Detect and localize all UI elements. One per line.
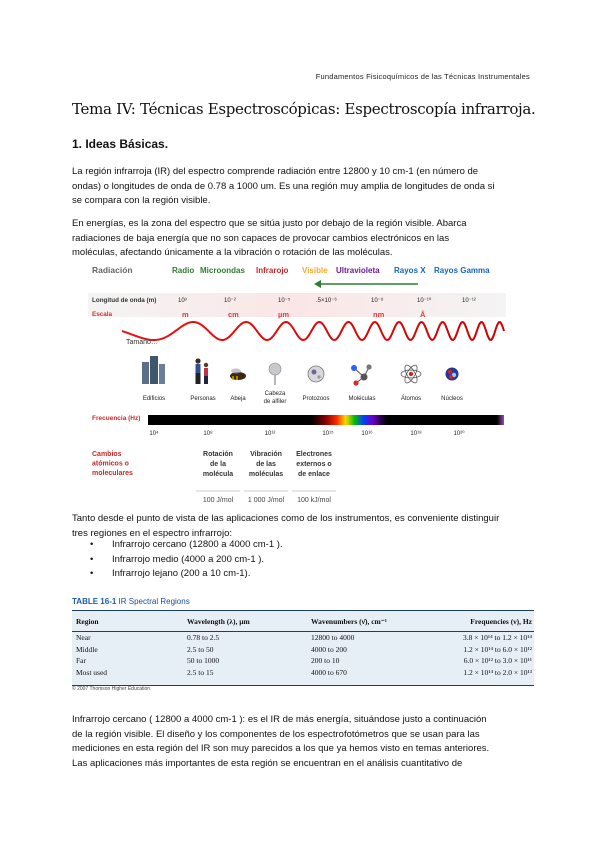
object-label: Cabeza (264, 391, 286, 397)
arrow-head (314, 280, 321, 288)
object-label: Moléculas (348, 396, 376, 402)
change-line: Rotación (203, 451, 233, 458)
change-energy: 100 J/mol (202, 497, 234, 504)
band-label: Ultravioleta (336, 266, 380, 275)
section-heading: 1. Ideas Básicas. (72, 137, 169, 151)
longitud-value: 10³ (178, 298, 187, 304)
table-cell: 50 to 1000 (187, 656, 220, 666)
frecuencia-value: 10¹² (264, 431, 276, 437)
paragraph-intro (72, 165, 532, 209)
object-labels (143, 391, 463, 405)
escala-value: m (182, 310, 189, 319)
longitud-value: 10⁻⁸ (371, 298, 384, 304)
escala-value: nm (373, 310, 385, 319)
band-label: Rayos X (394, 266, 426, 275)
frecuencia-value: 10¹⁶ (361, 431, 373, 437)
table-cell: 4000 to 670 (311, 667, 347, 677)
table-cell: 2.5 to 15 (187, 667, 214, 677)
change-line: externos o (296, 461, 332, 468)
text-line: se compara con la región visible. (72, 195, 211, 206)
change-line: moléculas (248, 471, 284, 478)
cambios-label (92, 451, 133, 477)
molecule-icon (351, 364, 372, 385)
table-cell: 1.2 × 10¹⁴ to 6.0 × 10¹² (463, 644, 532, 654)
frecuencia-value: 10¹⁸ (410, 431, 422, 437)
table-cell: 4000 to 200 (311, 644, 347, 654)
change-line: de la (210, 461, 226, 468)
change-line: de las (256, 461, 276, 468)
em-spectrum-figure (88, 264, 506, 514)
text-line: moléculas, afectando únicamente a la vibración o rotación de las moléculas. (72, 247, 393, 258)
table-caption-id: TABLE 16-1 (72, 597, 117, 606)
cambios-line: atómicos o (92, 460, 129, 468)
object-label: Abeja (230, 396, 246, 402)
table-cell: 6.0 × 10¹² to 3.0 × 10¹¹ (463, 656, 532, 666)
changes-columns (196, 451, 336, 504)
band-label: Visible (302, 266, 328, 275)
pin-head-icon (269, 363, 281, 385)
cambios-line: moleculares (92, 470, 133, 477)
nucleus-icon (446, 368, 459, 381)
frecuencia-label: Frecuencia (Hz) (92, 415, 141, 422)
frecuencia-value: 10⁸ (203, 431, 213, 437)
wave-curve (122, 322, 504, 340)
col-header-wavenumbers: Wavenumbers (ν̄), cm⁻¹ (307, 611, 433, 632)
text-line: ondas) o longitudes de onda de 0.78 a 1000 um. Es una región muy amplia de longitudes de onda si (72, 180, 495, 192)
longitud-value: 10⁻¹⁰ (417, 298, 432, 304)
radiacion-label: Radiación (92, 265, 133, 275)
change-energy: 100 kJ/mol (297, 497, 331, 504)
text-line: tres regiones en el espectro infrarrojo: (72, 527, 232, 539)
longitud-label: Longitud de onda (m) (92, 297, 157, 304)
band-label: Radio (172, 266, 195, 275)
text-line: de la región visible. El diseño y los componentes de los espectrofotómetros que se usan para las (72, 728, 480, 740)
table-cell: 3.8 × 10¹⁴ to 1.2 × 10¹⁴ (462, 633, 532, 643)
spec-table (72, 611, 534, 678)
band-label: Rayos Gamma (434, 266, 490, 275)
paragraph-regions-intro (72, 512, 532, 541)
list-item: • Infrarrojo cercano (12800 a 4000 cm-1 ). (86, 538, 486, 553)
change-line: molécula (202, 471, 234, 478)
bee-icon (230, 369, 246, 381)
longitud-value: 10⁻¹² (462, 298, 476, 304)
paragraph-energy (72, 217, 532, 261)
running-header: Fundamentos Fisicoquímicos de las Técnicas Instrumentales (315, 72, 530, 81)
em-spectrum-svg (88, 264, 506, 514)
text-line: En energías, es la zona del espectro que se sitúa justo por debajo de la región visible. Abarca (72, 218, 467, 229)
text-line: La región infrarroja (IR) del espectro comprende radiación entre 12800 y 10 cm-1 (en número de (72, 166, 479, 177)
change-energy: 1 000 J/mol (247, 497, 285, 504)
object-label: Núcleos (441, 396, 463, 402)
longitud-value: 10⁻² (224, 298, 236, 304)
escala-label: Escala (92, 311, 112, 318)
table-caption-title: IR Spectral Regions (118, 597, 190, 606)
people-icon (195, 358, 208, 384)
paragraph-near-ir (72, 713, 532, 771)
list-item: • Infrarrojo medio (4000 a 200 cm-1 ). (86, 553, 486, 568)
col-header-wavelength: Wavelength (λ), µm (183, 611, 307, 632)
col-header-frequencies: Frequencies (ν), Hz (433, 611, 534, 632)
frecuencia-value: 10⁴ (149, 431, 159, 437)
cambios-line: Cambios (92, 451, 122, 458)
frecuencia-value: 10¹⁵ (322, 431, 334, 437)
table-row (72, 655, 534, 667)
text-line: Tanto desde el punto de vista de las aplicaciones como de los instrumentos, es conveniente distinguir (72, 513, 500, 524)
text-line: Las aplicaciones más importantes de esta región se encuentran en el análisis cuantitativo de (72, 757, 463, 769)
table-row (72, 632, 534, 644)
tamano-label: Tamaño… (126, 339, 158, 346)
frecuencia-values (149, 430, 465, 437)
table-cell: 1.2 × 10¹⁴ to 2.0 × 10¹³ (463, 667, 532, 677)
object-label: Protozoos (302, 396, 330, 402)
text-line: mediciones en esta región del IR son muy parecidos a los que ya hemos visto en temas anteriores. (72, 743, 490, 754)
buildings-icon (142, 356, 165, 384)
object-label: Edificios (142, 396, 166, 402)
band-label: Infrarojo (256, 266, 289, 275)
table-cell: 200 to 10 (311, 656, 340, 666)
atom-icon (401, 363, 421, 384)
band-labels (172, 266, 490, 275)
frecuencia-value: 10²⁰ (453, 431, 465, 437)
table-cell: 12800 to 4000 (311, 633, 355, 643)
table-caption (72, 597, 190, 606)
list-item: • Infrarrojo lejano (200 a 10 cm-1). (86, 567, 486, 582)
escala-value: Å (420, 310, 426, 319)
band-label: Microondas (200, 266, 245, 275)
col-header-region: Region (72, 611, 183, 632)
table-cell: Most used (76, 667, 108, 677)
ir-regions-table (72, 610, 534, 686)
longitud-value: 10⁻⁵ (278, 298, 291, 304)
text-line: radiaciones de baja energía que no son capaces de provocar cambios electrónicos en las (72, 232, 450, 244)
object-label: Átomos (400, 396, 422, 402)
change-line: Vibración (250, 451, 282, 458)
protozoa-icon (308, 366, 324, 382)
table-cell: 0.78 to 2.5 (187, 633, 220, 643)
table-row (72, 667, 534, 679)
regions-list (86, 538, 486, 582)
text-line: Infrarrojo cercano ( 12800 a 4000 cm-1 ): es el IR de más energía, situándose justo a continuación (72, 714, 487, 725)
page-title: Tema IV: Técnicas Espectroscópicas: Espectroscopía infrarroja. (72, 100, 536, 118)
longitud-value: .5×10⁻⁶ (316, 298, 337, 304)
table-cell: Near (76, 633, 91, 643)
table-copyright: © 2007 Thomson Higher Education (72, 686, 151, 692)
table-header-row (72, 611, 534, 632)
object-label: de alfiler (263, 399, 287, 405)
table-row (72, 644, 534, 656)
table-cell: Far (76, 656, 86, 666)
change-line: de enlace (298, 471, 330, 478)
change-line: Electrones (296, 451, 332, 458)
escala-value: µm (278, 310, 289, 319)
table-cell: Middle (76, 644, 98, 654)
object-label: Personas (190, 396, 216, 402)
table-cell: 2.5 to 50 (187, 644, 214, 654)
escala-value: cm (228, 310, 239, 319)
frequency-bar (148, 415, 504, 425)
